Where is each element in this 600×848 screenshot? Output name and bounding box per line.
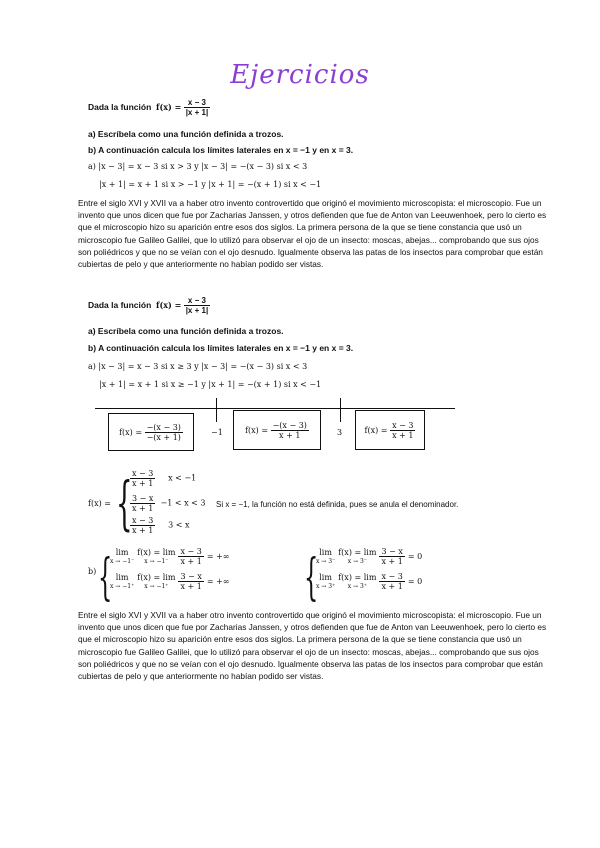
interval-box-left: f(x) = $\frac{-(x - 3)}{-(x + 1)}$ [108,413,194,451]
interval-box-middle: f(x) = $\frac{-(x - 3)}{x + 1}$ [233,410,321,450]
piece-1: $\frac{x - 3}{x + 1}$ x < −1 [132,469,197,488]
abs-line-2: |x + 1| = x + 1 si x > −1 y |x + 1| = −(x + 1) si x < −1 [99,180,322,189]
function-definition-2 [88,296,210,315]
page-title: Ejercicios [230,60,370,90]
tick-label-three: 3 [337,428,343,437]
limits-brace-right: { [304,548,319,606]
limits-brace-left: { [98,548,113,606]
tick-three [340,398,341,422]
abs-line-4: |x + 1| = x + 1 si x ≥ −1 y |x + 1| = −(x + 1) si x < −1 [99,380,322,389]
tick-minus-one [216,398,217,422]
item-a-1: a) Escríbela como una función definida a trozos. [88,129,284,139]
piecewise-lhs: f(x) = [88,499,111,508]
function-label: Dada la función [88,299,152,310]
item-b-1: b) A continuación calcula los límites laterales en x = −1 y en x = 3. [88,145,354,155]
item-b-2: b) A continuación calcula los límites laterales en x = −1 y en x = 3. [88,343,354,353]
item-a-2: a) Escríbela como una función definida a trozos. [88,326,284,336]
fx-lhs: f(x) = [156,101,182,112]
number-line [95,408,455,409]
paragraph-1: Entre el siglo XVI y XVII va a haber otro invento controvertido que originó el movimiento microscopista: el microscopio. Fue un invento que unos dicen que fue por Zacharias Janssen, y otros defienden que fue de Anton van Leeuwenhoek, pero lo cierto es que el microscopio hizo su aparición entre esos dos siglos. La primera persona de la que se tiene constancia que usó un microscopio fue Galileo Galilei, que lo utilizó para observar el ojo de un insecto: moscas, abejas... comprobando que sus ojos son poliédricos y que no se veían con el ojo desnudo. Igualmente observa las patas de los insectos para comprobar que están cubiertas de pelo y que anteriormente no habían podido ser vistas. [78,198,547,270]
tick-label-minus-one: −1 [211,428,223,437]
function-definition-1 [88,98,210,117]
paragraph-2: Entre el siglo XVI y XVII va a haber otro invento controvertido que originó el movimiento microscopista: el microscopio. Fue un invento que unos dicen que fue por Zacharias Janssen, y otros defienden que fue de Anton van Leeuwenhoek, pero lo cierto es que el microscopio hizo su aparición entre esos dos siglos. La primera persona de la que se tiene constancia que usó un microscopio fue Galileo Galilei, que lo utilizó para observar el ojo de un insecto: moscas, abejas... comprobando que sus ojos son poliédricos y que no se veían con el ojo desnudo. Igualmente observa las patas de los insectos para comprobar que están cubiertas de pelo y que anteriormente no habían podido ser vistas. [78,610,547,682]
abs-line-1: a) |x − 3| = x − 3 si x > 3 y |x − 3| = −(x − 3) si x < 3 [88,162,308,171]
piecewise-brace: { [116,469,133,537]
abs-line-3: a) |x − 3| = x − 3 si x ≥ 3 y |x − 3| = −(x − 3) si x < 3 [88,362,308,371]
limit-right-1: lim x → 3⁻ f(x) = lim x → 3⁻ $\frac{3 - x}{x + 1}$ = 0 [316,547,423,566]
piecewise-note: Si x = −1, la función no está definida, pues se anula el denominador. [216,500,459,509]
piece-2: $\frac{3 - x}{x + 1}$ −1 < x < 3 [132,494,206,513]
fx-lhs: f(x) = [156,299,182,310]
fx-fraction: $\frac{x - 3}{|x + 1|}$ [185,296,209,315]
limit-right-2: lim x → 3⁺ f(x) = lim x → 3⁺ $\frac{x - 3}{x + 1}$ = 0 [316,572,423,591]
interval-box-right: f(x) = $\frac{x - 3}{x + 1}$ [355,410,425,450]
function-label: Dada la función [88,101,152,112]
limit-left-2: lim x → −1⁺ f(x) = lim x → −1⁺ $\frac{3 - x}{x + 1}$ = +∞ [110,572,230,591]
piece-3: $\frac{x - 3}{x + 1}$ 3 < x [132,516,190,535]
limit-left-1: lim x → −1⁻ f(x) = lim x → −1⁻ $\frac{x - 3}{x + 1}$ = +∞ [110,547,230,566]
limits-label: b) [88,567,97,576]
fx-fraction: $\frac{x - 3}{|x + 1|}$ [185,98,209,117]
